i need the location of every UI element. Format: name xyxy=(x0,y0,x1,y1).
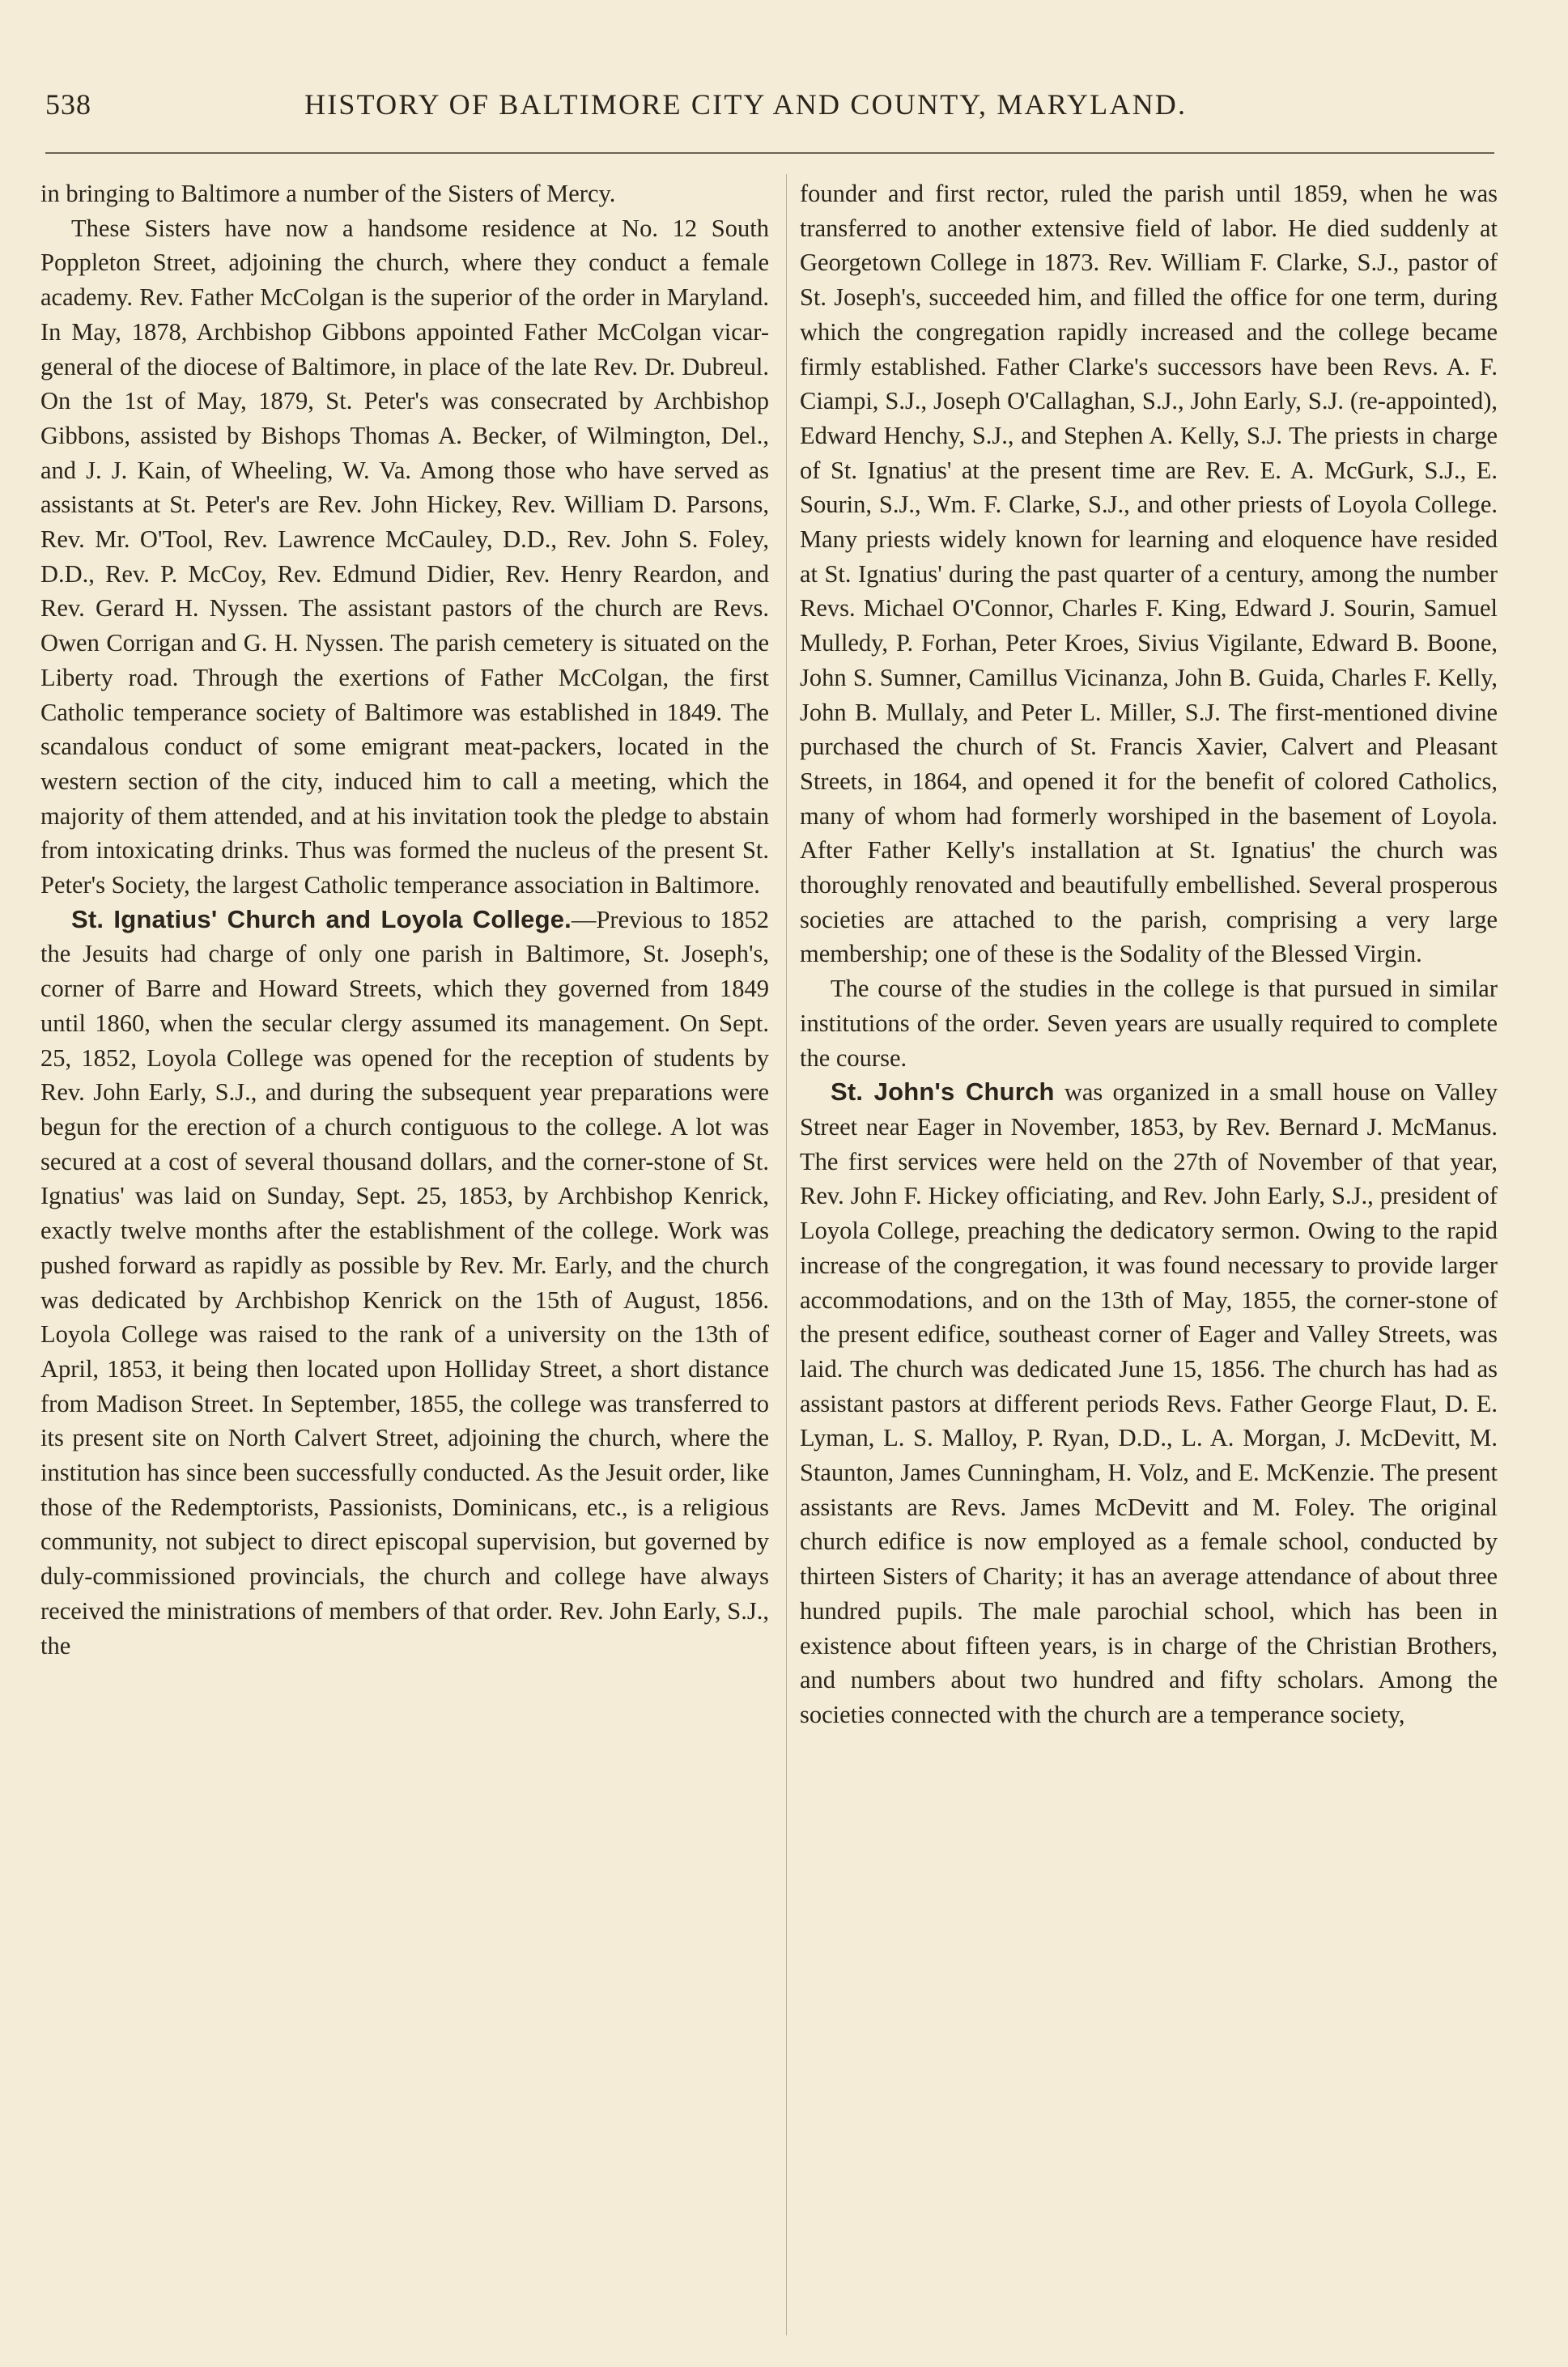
paragraph-body: was organized in a small house on Valley Street near Eager in November, 1853, by Rev. Bernard J. McManus. The first services were held on the 27th of November of that year, Rev. John F. Hickey officiating, and Rev. John Early, S.J., president of Loyola College, preaching the dedicatory sermon. Owing to the rapid increase of the congregation, it was found necessary to provide larger accommodations, and on the 13th of May, 1855, the corner-stone of the present edifice, southeast corner of Eager and Valley Streets, was laid. The church was dedicated June 15, 1856. The church has had as assistant pastors at different periods Revs. Father George Flaut, D. E. Lyman, L. S. Malloy, P. Ryan, D.D., L. A. Morgan, J. McDevitt, M. Staunton, James Cunningham, H. Volz, and E. McKenzie. The present assistants are Revs. James McDevitt and M. Foley. The original church edifice is now employed as a female school, conducted by thirteen Sisters of Charity; it has an average attendance of about three hundred pupils. The male parochial school, which has been in existence about fifteen years, is in charge of the Christian Brothers, and numbers about two hundred and fifty scholars. Among the societies connected with the church are a temperance society, xyxy=(800,1078,1498,1728)
paragraph xyxy=(800,1075,1498,1732)
left-column xyxy=(40,176,769,1663)
page-number: 538 xyxy=(45,88,91,121)
running-title: HISTORY OF BALTIMORE CITY AND COUNTY, MARYLAND. xyxy=(304,88,1188,121)
right-column xyxy=(800,176,1498,1732)
column-divider xyxy=(786,174,787,2335)
paragraph: in bringing to Baltimore a number of the Sisters of Mercy. xyxy=(40,180,616,207)
paragraph: The course of the studies in the college is that pursued in similar institutions of the order. Seven years are usually required to complete the course. xyxy=(800,975,1498,1072)
page-header xyxy=(45,87,1535,136)
header-rule xyxy=(45,152,1494,154)
section-heading: St. Ignatius' Church and Loyola College. xyxy=(71,904,572,933)
paragraph xyxy=(40,903,769,1663)
section-heading: St. John's Church xyxy=(831,1077,1055,1107)
paragraph-body: —Previous to 1852 the Jesuits had charge of only one parish in Baltimore, St. Joseph's, corner of Barre and Howard Streets, which they governed from 1849 until 1860, when the secular clergy assumed its management. On Sept. 25, 1852, Loyola College was opened for the reception of students by Rev. John Early, S.J., and during the subsequent year preparations were begun for the erection of a church contiguous to the college. A lot was secured at a cost of several thousand dollars, and the corner-stone of St. Ignatius' was laid on Sunday, Sept. 25, 1853, by Archbishop Kenrick, exactly twelve months after the establishment of the college. Work was pushed forward as rapidly as possible by Rev. Mr. Early, and the church was dedicated by Archbishop Kenrick on the 15th of August, 1856. Loyola College was raised to the rank of a university on the 13th of April, 1853, it being then located upon Holliday Street, a short distance from Madison Street. In September, 1855, the college was transferred to its present site on North Calvert Street, adjoining the church, where the institution has since been successfully conducted. As the Jesuit order, like those of the Redemptorists, Passionists, Dominicans, etc., is a religious community, not subject to direct episcopal supervision, but governed by duly-commissioned provincials, the church and college have always received the ministrations of members of that order. Rev. John Early, S.J., the xyxy=(40,905,769,1659)
paragraph: These Sisters have now a handsome residence at No. 12 South Poppleton Street, adjoining the church, where they conduct a female academy. Rev. Father McColgan is the superior of the order in Maryland. In May, 1878, Archbishop Gibbons appointed Father McColgan vicar-general of the diocese of Baltimore, in place of the late Rev. Dr. Dubreul. On the 1st of May, 1879, St. Peter's was consecrated by Archbishop Gibbons, assisted by Bishops Thomas A. Becker, of Wilmington, Del., and J. J. Kain, of Wheeling, W. Va. Among those who have served as assistants at St. Peter's are Rev. John Hickey, Rev. William D. Parsons, Rev. Mr. O'Tool, Rev. Lawrence McCauley, D.D., Rev. John S. Foley, D.D., Rev. P. McCoy, Rev. Edmund Didier, Rev. Henry Reardon, and Rev. Gerard H. Nyssen. The assistant pastors of the church are Revs. Owen Corrigan and G. H. Nyssen. The parish cemetery is situated on the Liberty road. Through the exertions of Father McColgan, the first Catholic temperance society of Baltimore was established in 1849. The scandalous conduct of some emigrant meat-packers, located in the western section of the city, induced him to call a meeting, which the majority of them attended, and at his invitation took the pledge to abstain from intoxicating drinks. Thus was formed the nucleus of the present St. Peter's Society, the largest Catholic temperance association in Baltimore. xyxy=(40,214,769,899)
paragraph: founder and first rector, ruled the parish until 1859, when he was transferred to another extensive field of labor. He died suddenly at Georgetown College in 1873. Rev. William F. Clarke, S.J., pastor of St. Joseph's, succeeded him, and filled the office for one term, during which the congregation rapidly increased and the college became firmly established. Father Clarke's successors have been Revs. A. F. Ciampi, S.J., Joseph O'Callaghan, S.J., John Early, S.J. (re-appointed), Edward Henchy, S.J., and Stephen A. Kelly, S.J. The priests in charge of St. Ignatius' at the present time are Rev. E. A. McGurk, S.J., E. Sourin, S.J., Wm. F. Clarke, S.J., and other priests of Loyola College. Many priests widely known for learning and eloquence have resided at St. Ignatius' during the past quarter of a century, among the number Revs. Michael O'Connor, Charles F. King, Edward J. Sourin, Samuel Mulledy, P. Forhan, Peter Kroes, Sivius Vigilante, Edward B. Boone, John S. Sumner, Camillus Vicinanza, John B. Guida, Charles F. Kelly, John B. Mullaly, and Peter L. Miller, S.J. The first-mentioned divine purchased the church of St. Francis Xavier, Calvert and Pleasant Streets, in 1864, and opened it for the benefit of colored Catholics, many of whom had formerly worshiped in the basement of Loyola. After Father Kelly's installation at St. Ignatius' the church was thoroughly renovated and beautifully embellished. Several prosperous societies are attached to the parish, comprising a very large membership; one of these is the Sodality of the Blessed Virgin. xyxy=(800,180,1498,968)
